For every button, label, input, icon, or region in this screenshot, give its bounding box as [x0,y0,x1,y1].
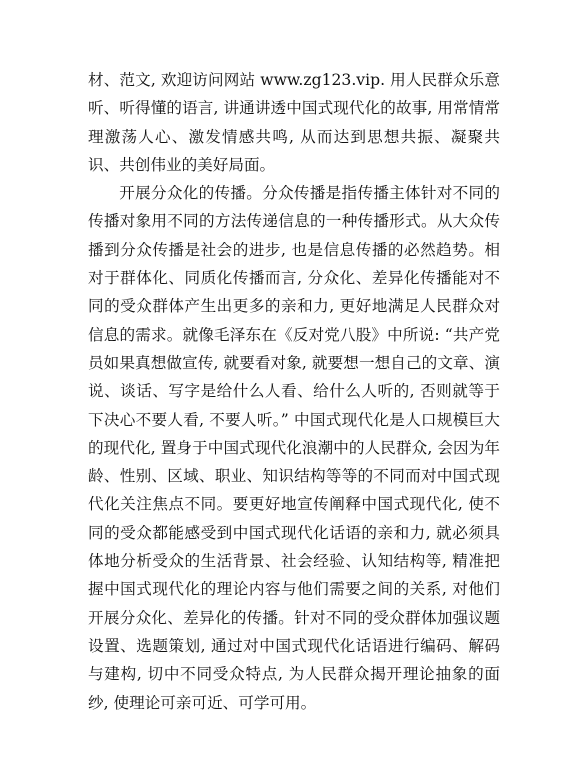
document-body [88,66,500,717]
paragraph-segmented-communication: 开展分众化的传播。分众传播是指传播主体针对不同的传播对象用不同的方法传递信息的一种传播形式。从大众传播到分众传播是社会的进步, 也是信息传播的必然趋势。相对于群体化、同质化传播而言, 分众化、差异化传播能对不同的受众群体产生出更多的亲和力, 更好地满足人民群众对信息的需求。就像毛泽东在《反对党八股》中所说: “共产党员如果真想做宣传, 就要看对象, 就要想一想自己的文章、演说、谈话、写字是给什么人看、给什么人听的, 否则就等于下决心不要人看, 不要人听。” 中国式现代化是人口规模巨大的现代化, 置身于中国式现代化浪潮中的人民群众, 会因为年龄、性别、区域、职业、知识结构等等的不同而对中国式现代化关注焦点不同。要更好地宣传阐释中国式现代化, 使不同的受众都能感受到中国式现代化话语的亲和力, 就必须具体地分析受众的生活背景、社会经验、认知结构等, 精准把握中国式现代化的理论内容与他们需要之间的关系, 对他们开展分众化、差异化的传播。针对不同的受众群体加强议题设置、选题策划, 通过对中国式现代化话语进行编码、解码与建构, 切中不同受众特点, 为人民群众揭开理论抽象的面纱, 使理论可亲可近、可学可用。 [88,184,500,712]
paragraph-continuation: 材、范文, 欢迎访问网站 www.zg123.vip. 用人民群众乐意听、听得懂的语言, 讲通讲透中国式现代化的故事, 用常情常理激荡人心、激发情感共鸣, 从而达到思想共振、凝聚共识、共创伟业的美好局面。 [88,71,500,174]
